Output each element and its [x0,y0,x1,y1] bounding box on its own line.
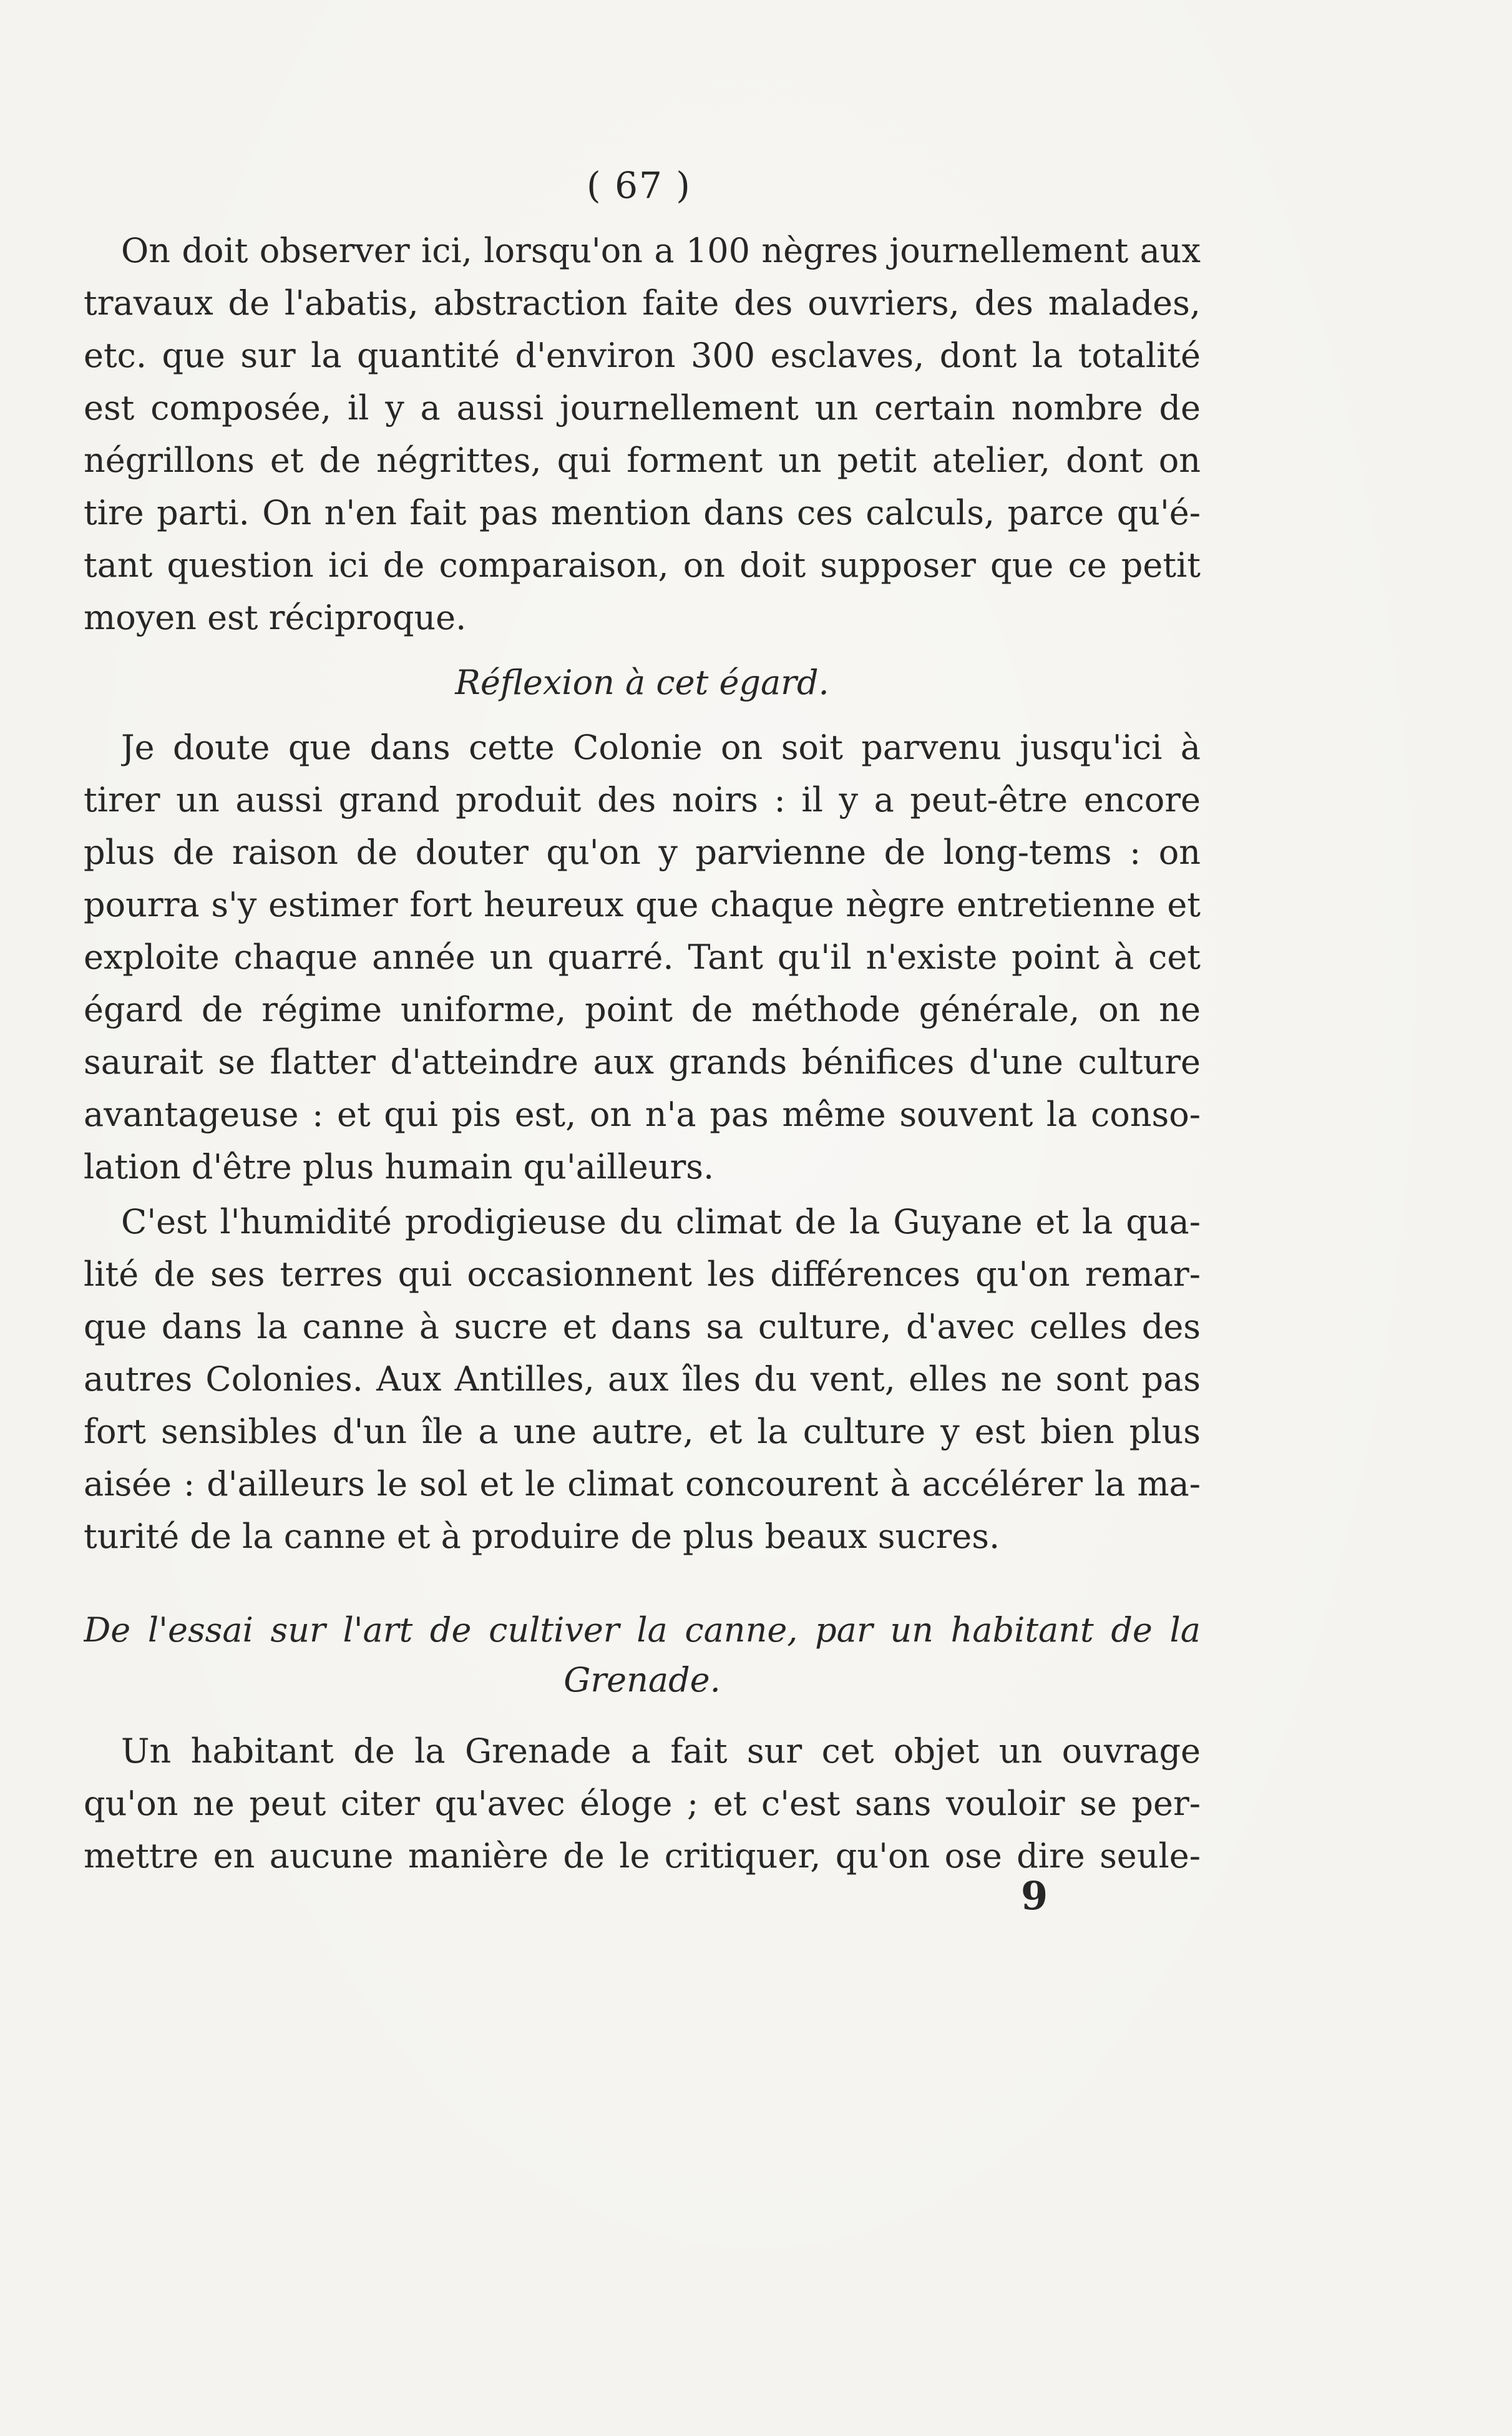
text-line: tant question ici de comparaison, on doit supposer que ce petit [84,545,1201,585]
text-line: On doit observer ici, lorsqu'on a 100 nègres journellement aux [121,231,1201,270]
section-heading: Réflexion à cet égard. [455,663,829,702]
text-line: lation d'être plus humain qu'ailleurs. [84,1147,715,1186]
section-heading: De l'essai sur l'art de cultiver la canne, par un habitant de la [84,1610,1201,1650]
text-line: turité de la canne et à produire de plus beaux sucres. [84,1517,1000,1556]
text-line: lité de ses terres qui occasionnent les différences qu'on remar- [84,1255,1201,1294]
text-line: avantageuse : et qui pis est, on n'a pas même souvent la conso- [84,1095,1201,1134]
text-line: etc. que sur la quantité d'environ 300 esclaves, dont la totalité [84,336,1201,375]
text-line: exploite chaque année un quarré. Tant qu'il n'existe point à cet [84,937,1201,977]
text-line: fort sensibles d'un île a une autre, et la culture y est bien plus [84,1412,1201,1451]
text-line: autres Colonies. Aux Antilles, aux îles du vent, elles ne sont pas [84,1359,1201,1399]
text-line: aisée : d'ailleurs le sol et le climat concourent à accélérer la ma- [84,1464,1201,1504]
text-line: saurait se flatter d'atteindre aux grands bénifices d'une culture [84,1042,1201,1082]
text-line: que dans la canne à sucre et dans sa culture, d'avec celles des [84,1307,1201,1346]
text-line: C'est l'humidité prodigieuse du climat de la Guyane et la qua- [121,1202,1201,1241]
text-line: égard de régime uniforme, point de méthode générale, on ne [84,990,1201,1029]
text-line: tirer un aussi grand produit des noirs : il y a peut-être encore [84,780,1201,819]
text-line: mettre en aucune manière de le critiquer, qu'on ose dire seule- [84,1836,1201,1876]
text-line: Je doute que dans cette Colonie on soit parvenu jusqu'ici à [121,728,1201,767]
text-line: qu'on ne peut citer qu'avec éloge ; et c'est sans vouloir se per- [84,1784,1201,1823]
signature-mark: 9 [1021,1873,1048,1919]
page-number: ( 67 ) [587,164,691,207]
text-line: moyen est réciproque. [84,598,467,637]
text-line: est composée, il y a aussi journellement un certain nombre de [84,388,1201,428]
section-heading-continued: Grenade. [563,1660,721,1700]
text-line: Un habitant de la Grenade a fait sur cet objet un ouvrage [121,1731,1201,1771]
text-line: négrillons et de négrittes, qui forment un petit atelier, dont on [84,441,1201,480]
text-line: tire parti. On n'en fait pas mention dans ces calculs, parce qu'é- [84,493,1201,532]
text-line: travaux de l'abatis, abstraction faite des ouvriers, des malades, [84,283,1201,323]
text-line: pourra s'y estimer fort heureux que chaque nègre entretienne et [84,885,1201,924]
text-line: plus de raison de douter qu'on y parvienne de long-tems : on [84,833,1201,872]
